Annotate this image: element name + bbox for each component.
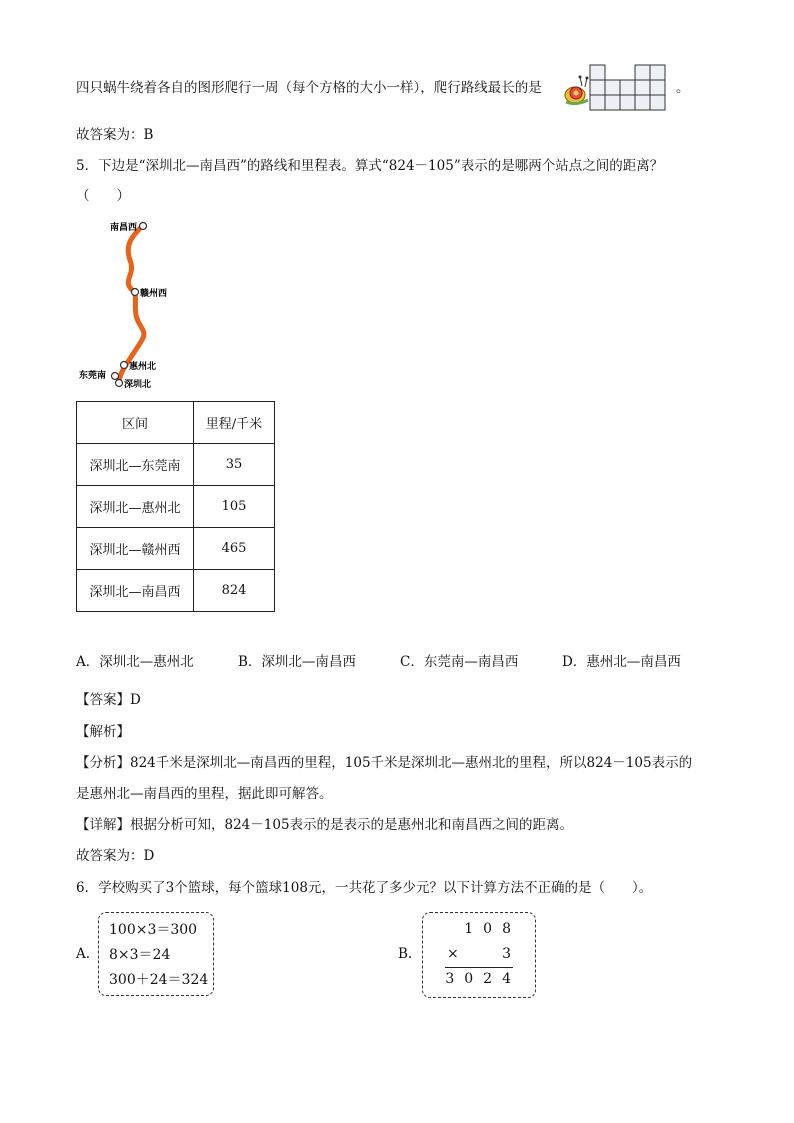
header-distance: 里程/千米 — [194, 402, 275, 444]
vertical-result: 3024 — [445, 971, 521, 987]
option-d[interactable]: D．惠州北—南昌西 — [562, 654, 681, 670]
q5-paren: （ ） — [76, 188, 130, 204]
table-header-row — [77, 402, 275, 444]
station-label: 赣州西 — [140, 289, 168, 299]
calc-line: 100×3＝300 — [109, 922, 198, 938]
fenxi-text-1: 824千米是深圳北—南昌西的里程，105千米是深圳北—惠州北的里程，所以824－105表示的 — [130, 755, 693, 771]
calc-line: 300＋24＝324 — [109, 972, 209, 988]
q6-option-b-label[interactable]: B. — [398, 946, 413, 962]
option-b[interactable]: B．深圳北—南昌西 — [238, 654, 356, 670]
intro-sentence: 四只蜗牛绕着各自的图形爬行一周（每个方格的大小一样），爬行路线最长的是 — [76, 80, 542, 96]
route-map — [74, 215, 214, 395]
table-cell: 深圳北—南昌西 — [77, 570, 194, 612]
vertical-rule — [445, 967, 513, 968]
station-nanchangxi — [110, 221, 147, 233]
table-row — [77, 444, 275, 486]
q6-stem: 6．学校购买了3个篮球，每个篮球108元，一共花了多少元？以下计算方法不正确的是（ ）。 — [76, 880, 653, 896]
header-section: 区间 — [77, 402, 194, 444]
station-dongguannan — [79, 369, 119, 381]
station-label: 惠州北 — [129, 362, 157, 372]
table-cell: 105 — [194, 486, 275, 528]
intro-answer: 故答案为：B — [76, 127, 154, 143]
table-cell: 824 — [194, 570, 275, 612]
snail-grid-figure — [562, 62, 674, 112]
vertical-multiplicand: 108 — [464, 921, 521, 937]
station-huizhoubei — [121, 360, 157, 372]
fenxi-line-1 — [76, 753, 692, 773]
station-label: 南昌西 — [110, 223, 138, 233]
analysis-label: 【解析】 — [76, 724, 130, 740]
q6-option-a-box — [98, 912, 214, 996]
intro-text — [76, 78, 542, 98]
xiangjie-label: 【详解】 — [76, 817, 130, 833]
table-row — [77, 570, 275, 612]
option-a[interactable]: A．深圳北—惠州北 — [76, 654, 194, 670]
xiangjie-text: 根据分析可知，824－105表示的是表示的是惠州北和南昌西之间的距离。 — [130, 817, 574, 833]
table-row — [77, 528, 275, 570]
route-line — [119, 225, 144, 381]
q6-option-a-label[interactable]: A. — [76, 946, 91, 962]
station-shenzhenbei — [116, 378, 152, 390]
table-row — [77, 486, 275, 528]
xiangjie-line — [76, 815, 573, 835]
table-cell: 深圳北—赣州西 — [77, 528, 194, 570]
table-cell: 35 — [194, 444, 275, 486]
vertical-multiplier: 3 — [502, 946, 521, 962]
calc-line: 8×3＝24 — [109, 947, 171, 963]
station-label: 深圳北 — [124, 380, 152, 390]
fenxi-line-2: 是惠州北—南昌西的里程，据此即可解答。 — [76, 786, 333, 802]
q5-stem: 5．下边是“深圳北—南昌西”的路线和里程表。算式“824－105”表示的是哪两个站点之间的距离？ — [76, 158, 664, 174]
station-label: 东莞南 — [79, 371, 107, 381]
mileage-table — [76, 401, 275, 612]
option-c[interactable]: C．东莞南—南昌西 — [400, 654, 519, 670]
table-cell: 465 — [194, 528, 275, 570]
q5-final-answer: 故答案为：D — [76, 848, 155, 864]
intro-end-mark: 。 — [676, 80, 690, 96]
q6-option-b-box — [422, 912, 536, 998]
vertical-operator: × — [447, 946, 469, 962]
fenxi-label: 【分析】 — [76, 755, 130, 771]
table-cell: 深圳北—惠州北 — [77, 486, 194, 528]
answer-line: 【答案】D — [76, 692, 141, 708]
snail-icon — [565, 76, 589, 104]
grid-shape — [590, 65, 665, 110]
table-cell: 深圳北—东莞南 — [77, 444, 194, 486]
